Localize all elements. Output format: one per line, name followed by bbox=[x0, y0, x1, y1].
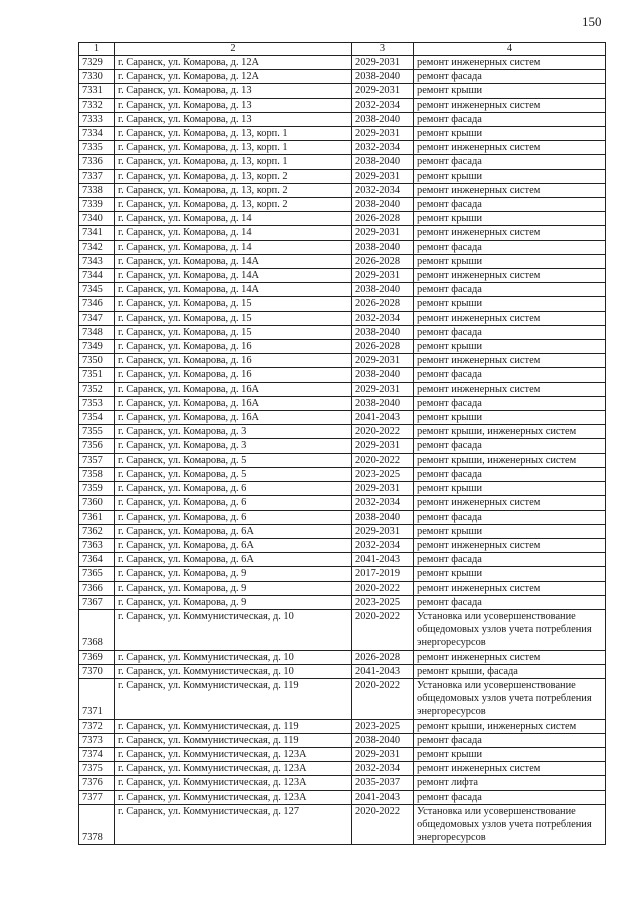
row-address-cell: г. Саранск, ул. Комарова, д. 15 bbox=[115, 311, 352, 325]
row-address-cell: г. Саранск, ул. Комарова, д. 9 bbox=[115, 581, 352, 595]
row-work-cell: ремонт фасада bbox=[414, 595, 606, 609]
row-address-cell: г. Саранск, ул. Комарова, д. 9 bbox=[115, 567, 352, 581]
table-row bbox=[79, 56, 606, 70]
table-row bbox=[79, 198, 606, 212]
row-number-cell: 7334 bbox=[79, 127, 115, 141]
row-period-cell: 2020-2022 bbox=[352, 609, 414, 650]
table-row bbox=[79, 609, 606, 650]
row-number-cell: 7347 bbox=[79, 311, 115, 325]
row-period-cell: 2029-2031 bbox=[352, 747, 414, 761]
row-number-cell: 7332 bbox=[79, 98, 115, 112]
row-work-cell: ремонт фасада bbox=[414, 155, 606, 169]
repair-schedule-table bbox=[78, 42, 606, 845]
row-address-cell: г. Саранск, ул. Комарова, д. 6А bbox=[115, 538, 352, 552]
row-period-cell: 2020-2022 bbox=[352, 804, 414, 845]
row-address-cell: г. Саранск, ул. Комарова, д. 13, корп. 2 bbox=[115, 169, 352, 183]
row-number-cell: 7354 bbox=[79, 411, 115, 425]
row-work-cell: ремонт крыши bbox=[414, 169, 606, 183]
table-row bbox=[79, 368, 606, 382]
row-number-cell: 7333 bbox=[79, 112, 115, 126]
row-period-cell: 2038-2040 bbox=[352, 283, 414, 297]
row-number-cell: 7350 bbox=[79, 354, 115, 368]
row-period-cell: 2026-2028 bbox=[352, 212, 414, 226]
table-row bbox=[79, 482, 606, 496]
row-period-cell: 2032-2034 bbox=[352, 311, 414, 325]
row-address-cell: г. Саранск, ул. Коммунистическая, д. 10 bbox=[115, 609, 352, 650]
row-period-cell: 2038-2040 bbox=[352, 733, 414, 747]
table-row bbox=[79, 354, 606, 368]
row-number-cell: 7367 bbox=[79, 595, 115, 609]
row-number-cell: 7373 bbox=[79, 733, 115, 747]
row-work-cell: ремонт инженерных систем bbox=[414, 98, 606, 112]
table-row bbox=[79, 84, 606, 98]
row-number-cell: 7353 bbox=[79, 396, 115, 410]
row-work-cell: ремонт крыши, инженерных систем bbox=[414, 425, 606, 439]
table-row bbox=[79, 776, 606, 790]
table-row bbox=[79, 169, 606, 183]
row-address-cell: г. Саранск, ул. Коммунистическая, д. 10 bbox=[115, 664, 352, 678]
table-row bbox=[79, 538, 606, 552]
table-row bbox=[79, 283, 606, 297]
table-row bbox=[79, 127, 606, 141]
row-number-cell: 7346 bbox=[79, 297, 115, 311]
table-row bbox=[79, 212, 606, 226]
row-period-cell: 2029-2031 bbox=[352, 127, 414, 141]
row-work-cell: ремонт крыши bbox=[414, 212, 606, 226]
row-number-cell: 7357 bbox=[79, 453, 115, 467]
row-number-cell: 7374 bbox=[79, 747, 115, 761]
row-address-cell: г. Саранск, ул. Комарова, д. 13 bbox=[115, 98, 352, 112]
row-number-cell: 7342 bbox=[79, 240, 115, 254]
row-address-cell: г. Саранск, ул. Комарова, д. 15 bbox=[115, 297, 352, 311]
row-address-cell: г. Саранск, ул. Комарова, д. 6 bbox=[115, 510, 352, 524]
row-number-cell: 7365 bbox=[79, 567, 115, 581]
row-address-cell: г. Саранск, ул. Коммунистическая, д. 119 bbox=[115, 733, 352, 747]
row-work-cell: ремонт инженерных систем bbox=[414, 382, 606, 396]
table-row bbox=[79, 650, 606, 664]
row-period-cell: 2032-2034 bbox=[352, 496, 414, 510]
table-row bbox=[79, 439, 606, 453]
table-row bbox=[79, 141, 606, 155]
row-period-cell: 2029-2031 bbox=[352, 354, 414, 368]
row-work-cell: ремонт фасада bbox=[414, 325, 606, 339]
row-work-cell: ремонт инженерных систем bbox=[414, 581, 606, 595]
row-address-cell: г. Саранск, ул. Комарова, д. 14 bbox=[115, 212, 352, 226]
row-work-cell: ремонт инженерных систем bbox=[414, 354, 606, 368]
table-row bbox=[79, 340, 606, 354]
row-period-cell: 2020-2022 bbox=[352, 453, 414, 467]
table-row bbox=[79, 733, 606, 747]
table-row bbox=[79, 297, 606, 311]
row-work-cell: ремонт инженерных систем bbox=[414, 311, 606, 325]
row-number-cell: 7330 bbox=[79, 70, 115, 84]
table-row bbox=[79, 325, 606, 339]
row-number-cell: 7348 bbox=[79, 325, 115, 339]
row-work-cell: ремонт крыши, инженерных систем bbox=[414, 719, 606, 733]
table-row bbox=[79, 524, 606, 538]
row-work-cell: ремонт инженерных систем bbox=[414, 183, 606, 197]
row-period-cell: 2032-2034 bbox=[352, 141, 414, 155]
table-row bbox=[79, 112, 606, 126]
row-address-cell: г. Саранск, ул. Комарова, д. 13, корп. 1 bbox=[115, 155, 352, 169]
row-work-cell: Установка или усовершенствование общедомовых узлов учета потребления энергоресурсов bbox=[414, 609, 606, 650]
row-address-cell: г. Саранск, ул. Комарова, д. 16 bbox=[115, 354, 352, 368]
row-number-cell: 7371 bbox=[79, 678, 115, 719]
row-work-cell: ремонт крыши bbox=[414, 254, 606, 268]
row-period-cell: 2038-2040 bbox=[352, 325, 414, 339]
table-row bbox=[79, 183, 606, 197]
row-work-cell: ремонт фасада bbox=[414, 790, 606, 804]
row-period-cell: 2029-2031 bbox=[352, 482, 414, 496]
row-number-cell: 7370 bbox=[79, 664, 115, 678]
row-work-cell: Установка или усовершенствование общедомовых узлов учета потребления энергоресурсов bbox=[414, 678, 606, 719]
row-address-cell: г. Саранск, ул. Комарова, д. 6А bbox=[115, 524, 352, 538]
row-period-cell: 2026-2028 bbox=[352, 254, 414, 268]
row-period-cell: 2032-2034 bbox=[352, 183, 414, 197]
row-work-cell: ремонт инженерных систем bbox=[414, 226, 606, 240]
row-number-cell: 7361 bbox=[79, 510, 115, 524]
row-number-cell: 7338 bbox=[79, 183, 115, 197]
row-period-cell: 2041-2043 bbox=[352, 411, 414, 425]
table-row bbox=[79, 664, 606, 678]
row-number-cell: 7341 bbox=[79, 226, 115, 240]
row-work-cell: ремонт крыши, инженерных систем bbox=[414, 453, 606, 467]
row-work-cell: ремонт крыши bbox=[414, 127, 606, 141]
row-address-cell: г. Саранск, ул. Комарова, д. 12А bbox=[115, 70, 352, 84]
table-row bbox=[79, 581, 606, 595]
row-period-cell: 2038-2040 bbox=[352, 396, 414, 410]
row-work-cell: ремонт фасада bbox=[414, 70, 606, 84]
row-address-cell: г. Саранск, ул. Комарова, д. 3 bbox=[115, 439, 352, 453]
row-work-cell: ремонт фасада bbox=[414, 553, 606, 567]
row-period-cell: 2029-2031 bbox=[352, 269, 414, 283]
row-address-cell: г. Саранск, ул. Комарова, д. 13, корп. 1 bbox=[115, 141, 352, 155]
table-row bbox=[79, 254, 606, 268]
row-number-cell: 7378 bbox=[79, 804, 115, 845]
row-work-cell: ремонт фасада bbox=[414, 510, 606, 524]
table-row bbox=[79, 70, 606, 84]
row-address-cell: г. Саранск, ул. Коммунистическая, д. 119 bbox=[115, 719, 352, 733]
row-work-cell: ремонт фасада bbox=[414, 733, 606, 747]
row-period-cell: 2032-2034 bbox=[352, 538, 414, 552]
row-address-cell: г. Саранск, ул. Комарова, д. 16А bbox=[115, 396, 352, 410]
row-period-cell: 2038-2040 bbox=[352, 368, 414, 382]
row-work-cell: Установка или усовершенствование общедомовых узлов учета потребления энергоресурсов bbox=[414, 804, 606, 845]
row-address-cell: г. Саранск, ул. Комарова, д. 13, корп. 2 bbox=[115, 183, 352, 197]
row-period-cell: 2020-2022 bbox=[352, 581, 414, 595]
row-period-cell: 2023-2025 bbox=[352, 467, 414, 481]
row-period-cell: 2029-2031 bbox=[352, 439, 414, 453]
row-period-cell: 2041-2043 bbox=[352, 553, 414, 567]
row-work-cell: ремонт инженерных систем bbox=[414, 538, 606, 552]
row-period-cell: 2038-2040 bbox=[352, 240, 414, 254]
table-row bbox=[79, 510, 606, 524]
table-header-row bbox=[79, 43, 606, 56]
row-address-cell: г. Саранск, ул. Коммунистическая, д. 119 bbox=[115, 678, 352, 719]
table-row bbox=[79, 240, 606, 254]
row-period-cell: 2020-2022 bbox=[352, 425, 414, 439]
row-work-cell: ремонт крыши bbox=[414, 340, 606, 354]
row-period-cell: 2029-2031 bbox=[352, 169, 414, 183]
row-number-cell: 7375 bbox=[79, 762, 115, 776]
header-col-work: 4 bbox=[414, 43, 606, 56]
row-period-cell: 2029-2031 bbox=[352, 524, 414, 538]
row-work-cell: ремонт крыши bbox=[414, 567, 606, 581]
row-work-cell: ремонт инженерных систем bbox=[414, 141, 606, 155]
row-number-cell: 7364 bbox=[79, 553, 115, 567]
header-col-number: 1 bbox=[79, 43, 115, 56]
row-address-cell: г. Саранск, ул. Комарова, д. 14 bbox=[115, 240, 352, 254]
row-number-cell: 7344 bbox=[79, 269, 115, 283]
row-address-cell: г. Саранск, ул. Комарова, д. 16 bbox=[115, 340, 352, 354]
row-period-cell: 2029-2031 bbox=[352, 84, 414, 98]
row-period-cell: 2029-2031 bbox=[352, 56, 414, 70]
table-row bbox=[79, 98, 606, 112]
row-address-cell: г. Саранск, ул. Комарова, д. 16А bbox=[115, 382, 352, 396]
table-row bbox=[79, 425, 606, 439]
row-address-cell: г. Саранск, ул. Комарова, д. 16А bbox=[115, 411, 352, 425]
table-row bbox=[79, 226, 606, 240]
row-period-cell: 2038-2040 bbox=[352, 510, 414, 524]
row-address-cell: г. Саранск, ул. Коммунистическая, д. 10 bbox=[115, 650, 352, 664]
row-number-cell: 7358 bbox=[79, 467, 115, 481]
row-number-cell: 7363 bbox=[79, 538, 115, 552]
table-row bbox=[79, 553, 606, 567]
row-number-cell: 7345 bbox=[79, 283, 115, 297]
table-row bbox=[79, 155, 606, 169]
row-period-cell: 2038-2040 bbox=[352, 112, 414, 126]
row-address-cell: г. Саранск, ул. Комарова, д. 14А bbox=[115, 269, 352, 283]
table-row bbox=[79, 595, 606, 609]
row-number-cell: 7360 bbox=[79, 496, 115, 510]
table-row bbox=[79, 790, 606, 804]
row-work-cell: ремонт фасада bbox=[414, 198, 606, 212]
row-number-cell: 7355 bbox=[79, 425, 115, 439]
row-work-cell: ремонт фасада bbox=[414, 439, 606, 453]
row-address-cell: г. Саранск, ул. Комарова, д. 13 bbox=[115, 112, 352, 126]
header-col-address: 2 bbox=[115, 43, 352, 56]
header-col-period: 3 bbox=[352, 43, 414, 56]
row-address-cell: г. Саранск, ул. Коммунистическая, д. 123А bbox=[115, 776, 352, 790]
row-number-cell: 7343 bbox=[79, 254, 115, 268]
row-number-cell: 7340 bbox=[79, 212, 115, 226]
row-work-cell: ремонт фасада bbox=[414, 467, 606, 481]
table-row bbox=[79, 269, 606, 283]
row-work-cell: ремонт фасада bbox=[414, 240, 606, 254]
row-period-cell: 2038-2040 bbox=[352, 155, 414, 169]
row-address-cell: г. Саранск, ул. Комарова, д. 5 bbox=[115, 453, 352, 467]
row-work-cell: ремонт инженерных систем bbox=[414, 269, 606, 283]
row-address-cell: г. Саранск, ул. Комарова, д. 14А bbox=[115, 283, 352, 297]
row-address-cell: г. Саранск, ул. Комарова, д. 13 bbox=[115, 84, 352, 98]
row-number-cell: 7359 bbox=[79, 482, 115, 496]
row-address-cell: г. Саранск, ул. Комарова, д. 6А bbox=[115, 553, 352, 567]
row-period-cell: 2032-2034 bbox=[352, 98, 414, 112]
row-work-cell: ремонт крыши, фасада bbox=[414, 664, 606, 678]
row-number-cell: 7377 bbox=[79, 790, 115, 804]
table-row bbox=[79, 467, 606, 481]
row-number-cell: 7336 bbox=[79, 155, 115, 169]
row-number-cell: 7337 bbox=[79, 169, 115, 183]
row-number-cell: 7351 bbox=[79, 368, 115, 382]
row-period-cell: 2035-2037 bbox=[352, 776, 414, 790]
row-work-cell: ремонт крыши bbox=[414, 747, 606, 761]
row-period-cell: 2026-2028 bbox=[352, 650, 414, 664]
row-address-cell: г. Саранск, ул. Комарова, д. 9 bbox=[115, 595, 352, 609]
table-row bbox=[79, 496, 606, 510]
row-number-cell: 7366 bbox=[79, 581, 115, 595]
row-address-cell: г. Саранск, ул. Коммунистическая, д. 127 bbox=[115, 804, 352, 845]
row-work-cell: ремонт крыши bbox=[414, 411, 606, 425]
row-address-cell: г. Саранск, ул. Комарова, д. 6 bbox=[115, 496, 352, 510]
row-work-cell: ремонт инженерных систем bbox=[414, 650, 606, 664]
table-row bbox=[79, 804, 606, 845]
table-row bbox=[79, 747, 606, 761]
table-row bbox=[79, 762, 606, 776]
row-address-cell: г. Саранск, ул. Комарова, д. 3 bbox=[115, 425, 352, 439]
row-address-cell: г. Саранск, ул. Комарова, д. 13, корп. 1 bbox=[115, 127, 352, 141]
row-period-cell: 2032-2034 bbox=[352, 762, 414, 776]
table-row bbox=[79, 396, 606, 410]
page-number: 150 bbox=[582, 14, 602, 29]
row-address-cell: г. Саранск, ул. Коммунистическая, д. 123А bbox=[115, 762, 352, 776]
row-number-cell: 7339 bbox=[79, 198, 115, 212]
row-work-cell: ремонт крыши bbox=[414, 297, 606, 311]
row-number-cell: 7331 bbox=[79, 84, 115, 98]
row-period-cell: 2041-2043 bbox=[352, 664, 414, 678]
row-work-cell: ремонт лифта bbox=[414, 776, 606, 790]
row-period-cell: 2020-2022 bbox=[352, 678, 414, 719]
table-row bbox=[79, 719, 606, 733]
row-work-cell: ремонт крыши bbox=[414, 84, 606, 98]
table-row bbox=[79, 411, 606, 425]
row-number-cell: 7362 bbox=[79, 524, 115, 538]
row-work-cell: ремонт крыши bbox=[414, 524, 606, 538]
row-number-cell: 7356 bbox=[79, 439, 115, 453]
row-work-cell: ремонт инженерных систем bbox=[414, 56, 606, 70]
row-work-cell: ремонт инженерных систем bbox=[414, 762, 606, 776]
row-work-cell: ремонт фасада bbox=[414, 112, 606, 126]
row-number-cell: 7369 bbox=[79, 650, 115, 664]
row-number-cell: 7372 bbox=[79, 719, 115, 733]
row-number-cell: 7329 bbox=[79, 56, 115, 70]
row-address-cell: г. Саранск, ул. Комарова, д. 14А bbox=[115, 254, 352, 268]
table-row bbox=[79, 382, 606, 396]
table-body bbox=[79, 56, 606, 845]
table-row bbox=[79, 453, 606, 467]
row-period-cell: 2038-2040 bbox=[352, 198, 414, 212]
row-address-cell: г. Саранск, ул. Комарова, д. 16 bbox=[115, 368, 352, 382]
row-address-cell: г. Саранск, ул. Комарова, д. 6 bbox=[115, 482, 352, 496]
row-period-cell: 2029-2031 bbox=[352, 226, 414, 240]
table-row bbox=[79, 567, 606, 581]
row-period-cell: 2023-2025 bbox=[352, 719, 414, 733]
row-number-cell: 7352 bbox=[79, 382, 115, 396]
row-period-cell: 2026-2028 bbox=[352, 297, 414, 311]
row-address-cell: г. Саранск, ул. Коммунистическая, д. 123А bbox=[115, 747, 352, 761]
row-address-cell: г. Саранск, ул. Коммунистическая, д. 123А bbox=[115, 790, 352, 804]
row-work-cell: ремонт фасада bbox=[414, 368, 606, 382]
row-address-cell: г. Саранск, ул. Комарова, д. 5 bbox=[115, 467, 352, 481]
row-address-cell: г. Саранск, ул. Комарова, д. 14 bbox=[115, 226, 352, 240]
row-number-cell: 7349 bbox=[79, 340, 115, 354]
row-period-cell: 2023-2025 bbox=[352, 595, 414, 609]
row-address-cell: г. Саранск, ул. Комарова, д. 12А bbox=[115, 56, 352, 70]
row-period-cell: 2029-2031 bbox=[352, 382, 414, 396]
row-work-cell: ремонт крыши bbox=[414, 482, 606, 496]
row-number-cell: 7376 bbox=[79, 776, 115, 790]
row-address-cell: г. Саранск, ул. Комарова, д. 13, корп. 2 bbox=[115, 198, 352, 212]
table-row bbox=[79, 678, 606, 719]
row-address-cell: г. Саранск, ул. Комарова, д. 15 bbox=[115, 325, 352, 339]
row-work-cell: ремонт фасада bbox=[414, 283, 606, 297]
row-number-cell: 7335 bbox=[79, 141, 115, 155]
row-number-cell: 7368 bbox=[79, 609, 115, 650]
row-period-cell: 2017-2019 bbox=[352, 567, 414, 581]
row-work-cell: ремонт фасада bbox=[414, 396, 606, 410]
row-work-cell: ремонт инженерных систем bbox=[414, 496, 606, 510]
row-period-cell: 2026-2028 bbox=[352, 340, 414, 354]
table-row bbox=[79, 311, 606, 325]
row-period-cell: 2041-2043 bbox=[352, 790, 414, 804]
row-period-cell: 2038-2040 bbox=[352, 70, 414, 84]
